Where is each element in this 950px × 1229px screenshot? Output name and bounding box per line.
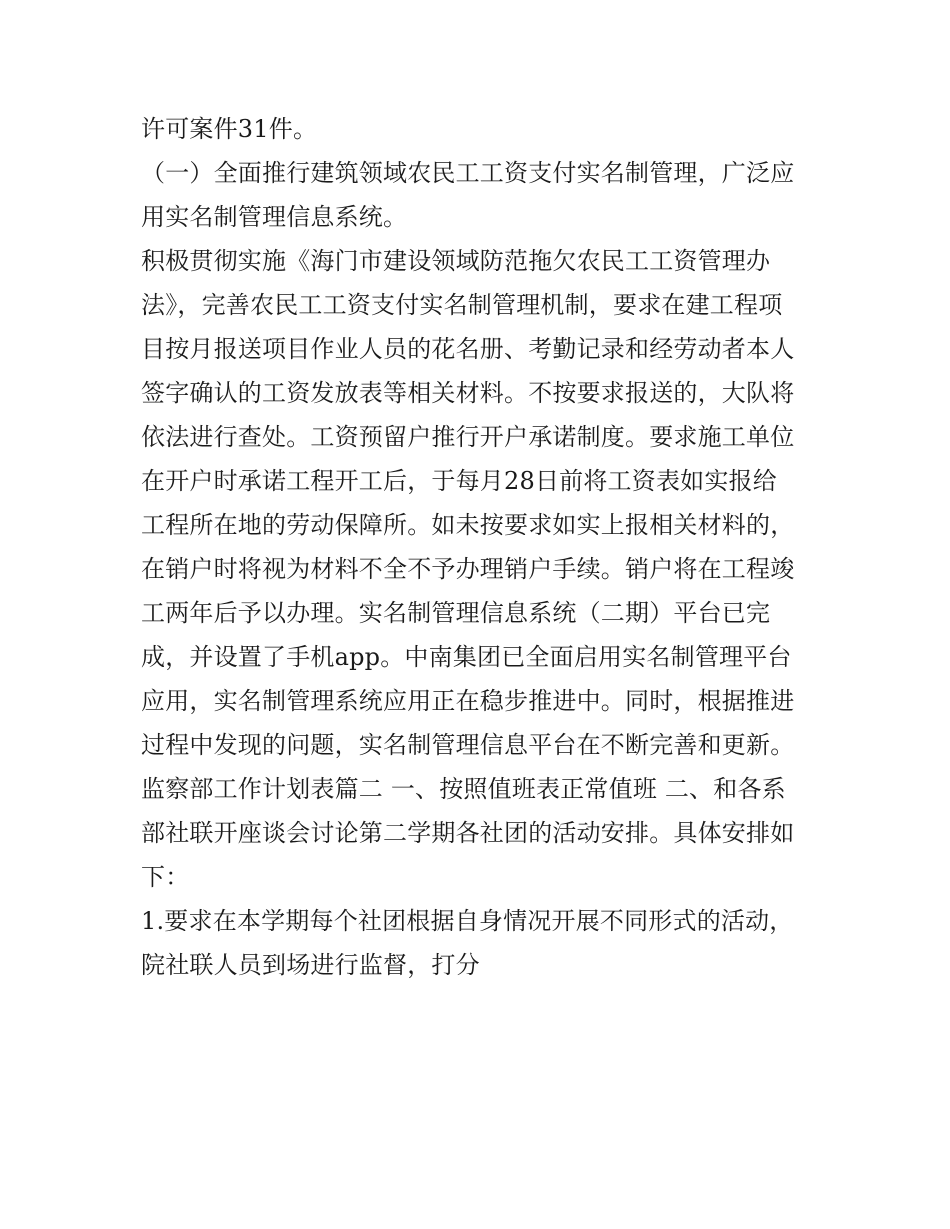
- text-line: 许可案件31件。: [141, 115, 318, 143]
- text-line: 依法进行查处。工资预留户推行开户承诺制度。要求施工单位: [141, 423, 795, 451]
- document-body: [141, 107, 821, 987]
- text-line: 工程所在地的劳动保障所。如未按要求如实上报相关材料的，: [141, 511, 795, 539]
- text-line: 应用，实名制管理系统应用正在稳步推进中。同时，根据推进: [141, 687, 795, 715]
- text-line: 在开户时承诺工程开工后，于每月28日前将工资表如实报给: [141, 467, 777, 495]
- text-line: 过程中发现的问题，实名制管理信息平台在不断完善和更新。: [141, 731, 795, 759]
- text-line: 工两年后予以办理。实名制管理信息系统（二期）平台已完: [141, 599, 771, 627]
- text-line: 签字确认的工资发放表等相关材料。不按要求报送的，大队将: [141, 379, 795, 407]
- text-line: 积极贯彻实施《海门市建设领域防范拖欠农民工工资管理办: [141, 247, 771, 275]
- text-line: 监察部工作计划表篇二 一、按照值班表正常值班 二、和各系: [141, 775, 786, 803]
- text-line: 院社联人员到场进行监督，打分: [141, 951, 480, 979]
- text-line: 目按月报送项目作业人员的花名册、考勤记录和经劳动者本人: [141, 335, 795, 363]
- text-line: 1.要求在本学期每个社团根据自身情况开展不同形式的活动，: [141, 907, 794, 935]
- text-line: （一）全面推行建筑领域农民工工资支付实名制管理，广泛应: [141, 159, 795, 187]
- text-line: 在销户时将视为材料不全不予办理销户手续。销户将在工程竣: [141, 555, 795, 583]
- text-line: 法》，完善农民工工资支付实名制管理机制，要求在建工程项: [141, 291, 783, 319]
- text-line: 部社联开座谈会讨论第二学期各社团的活动安排。具体安排如: [141, 819, 795, 847]
- text-line: 用实名制管理信息系统。: [141, 203, 408, 231]
- text-line: 下：: [141, 863, 190, 891]
- text-line: 成，并设置了手机app。中南集团已全面启用实名制管理平台: [141, 643, 792, 671]
